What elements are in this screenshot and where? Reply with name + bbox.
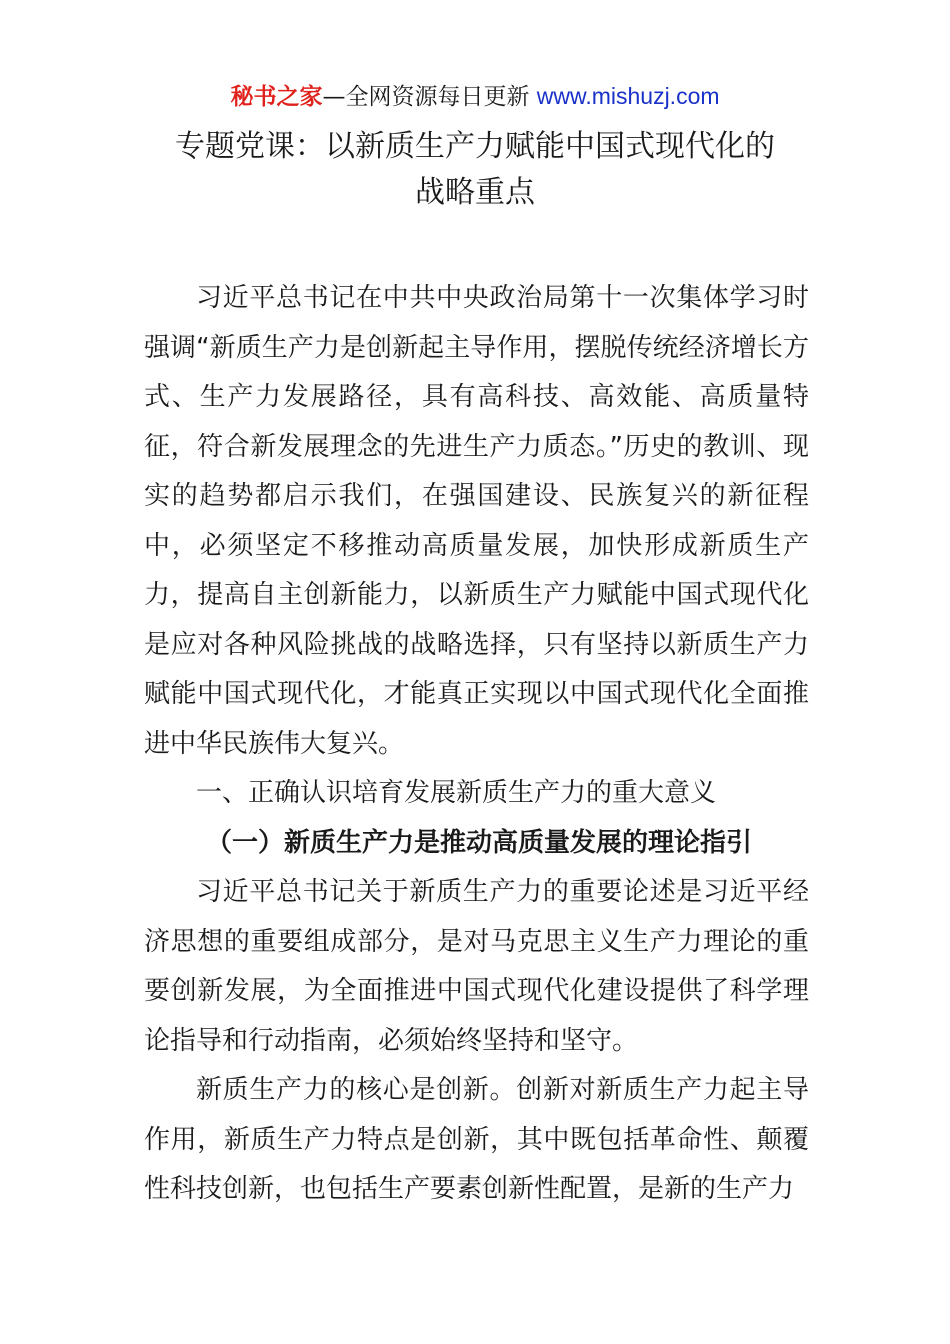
section-heading-1: 一、正确认识培育发展新质生产力的重大意义 (196, 778, 717, 808)
brand-name: 秘书之家 (230, 84, 323, 110)
document-title (0, 124, 950, 216)
site-url[interactable]: www.mishuzj.com (536, 83, 720, 109)
paragraph-innovation: 新质生产力的核心是创新。创新对新质生产力起主导作用，新质生产力特点是创新，其中既包括革命性、颠覆性科技创新，也包括生产要素创新性配置，是新的生产力 (144, 1075, 809, 1204)
title-line-1: 专题党课：以新质生产力赋能中国式现代化的 (175, 129, 775, 164)
site-header (0, 80, 950, 113)
paragraph-theory: 习近平总书记关于新质生产力的重要论述是习近平经济思想的重要组成部分，是对马克思主义生产力理论的重要创新发展，为全面推进中国式现代化建设提供了科学理论指导和行动指南，必须始终坚持和坚守。 (144, 877, 809, 1056)
title-line-2: 战略重点 (415, 175, 535, 210)
header-tagline: —全网资源每日更新 (322, 84, 537, 110)
paragraph-intro: 习近平总书记在中共中央政治局第十一次集体学习时强调“新质生产力是创新起主导作用，摆脱传统经济增长方式、生产力发展路径，具有高科技、高效能、高质量特征，符合新发展理念的先进生产力质态。”历史的教训、现实的趋势都启示我们，在强国建设、民族复兴的新征程中，必须坚定不移推动高质量发展，加快形成新质生产力，提高自主创新能力，以新质生产力赋能中国式现代化是应对各种风险挑战的战略选择，只有坚持以新质生产力赋能中国式现代化，才能真正实现以中国式现代化全面推进中华民族伟大复兴。 (144, 283, 809, 759)
subsection-heading-1: （一）新质生产力是推动高质量发展的理论指引 (206, 827, 753, 858)
document-body (144, 274, 809, 1215)
